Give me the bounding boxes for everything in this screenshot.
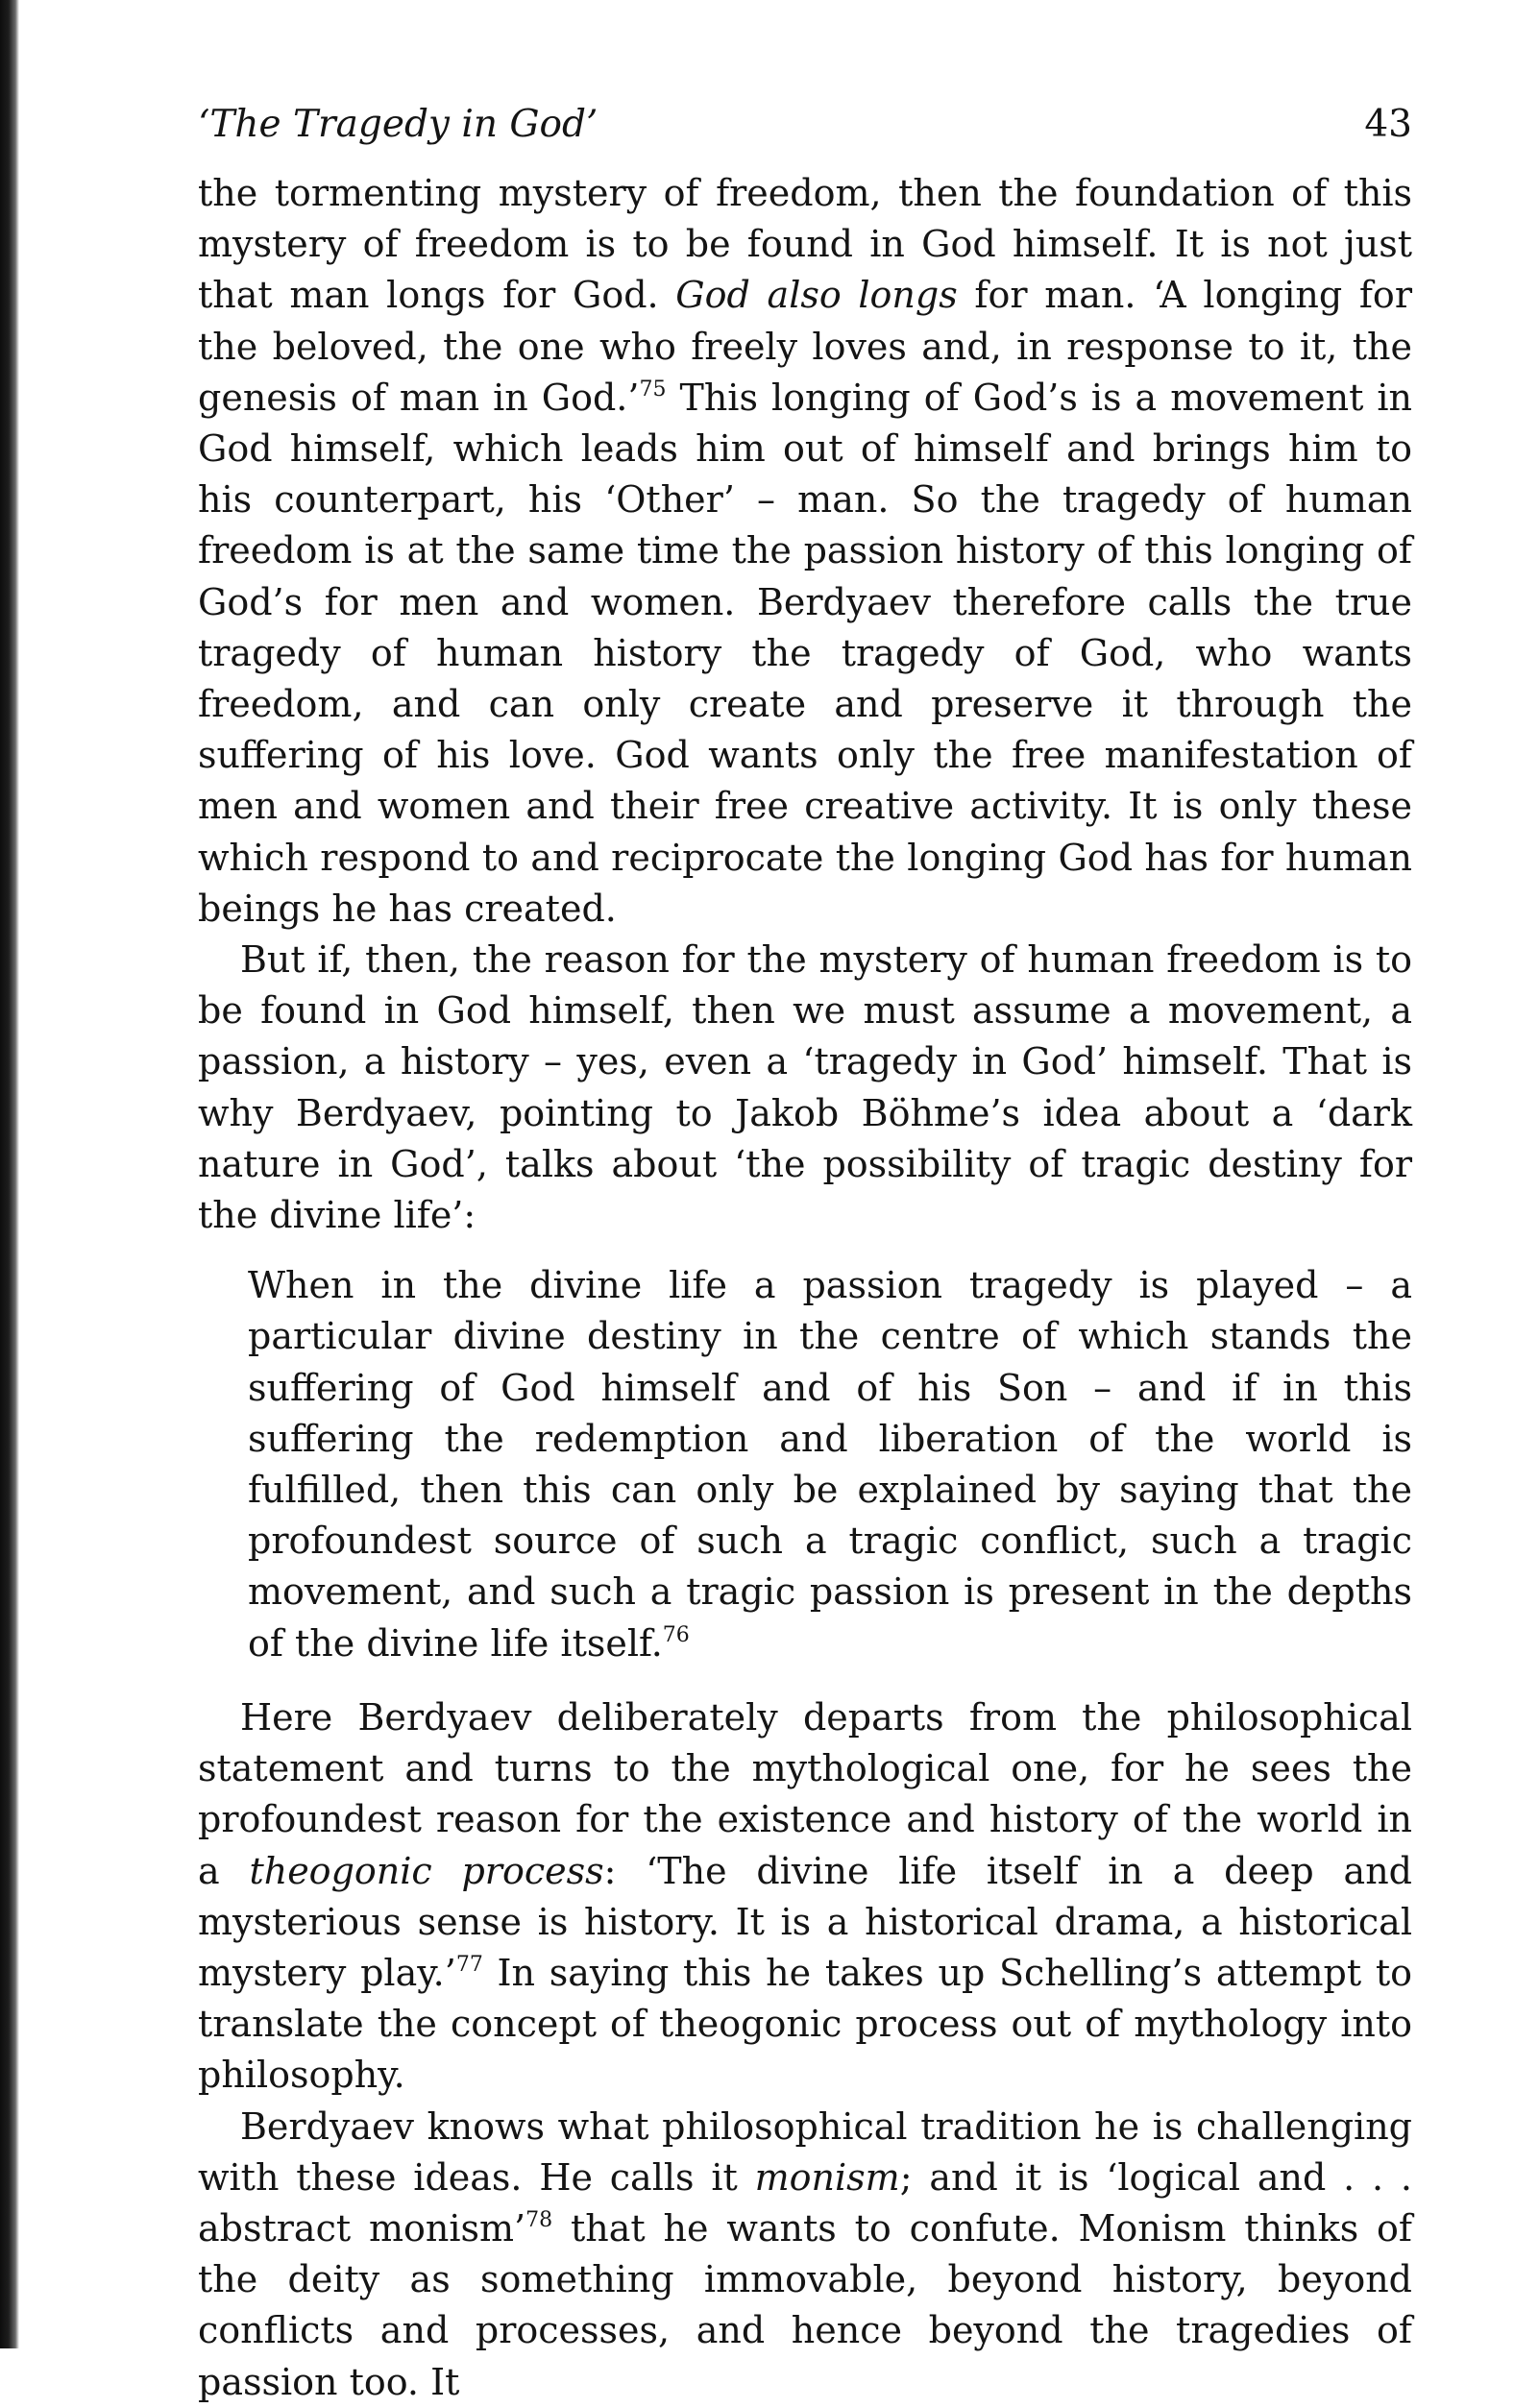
paragraph-1-text-c: for man. ‘A longing for the beloved, the one who freely loves and, in response to it, the genesis of man in God.’ [198, 274, 1412, 419]
running-header [198, 96, 1412, 154]
footnote-ref-75: 75 [639, 377, 667, 401]
page-number: 43 [1364, 103, 1412, 146]
paragraph-3 [198, 1692, 1412, 2102]
paragraph-4-text-c: ; and it is ‘logical and . . . abstract monism’ [198, 2155, 1412, 2250]
paragraph-3-text-c: : ‘The divine life itself in a deep and mysterious sense is history. It is a historical drama, a historical mystery play.’ [198, 1849, 1412, 1994]
paragraph-4 [198, 2102, 1412, 2408]
block-quote-text: When in the divine life a passion tragedy is played – a particular divine destiny in the centre of which stands the suffering of God himself and of his Son – and if in this suffering the redemption and liberation of the world is fulfilled, then this can only be explained by saying that the profoundest source of such a tragic conflict, such a tragic movement, and such a tragic passion is present in the depths of the divine life itself. [248, 1264, 1412, 1665]
paragraph-1-text-d: This longing of God’s is a movement in God himself, which leads him out of himself and brings him to his counterpart, his ‘Other’ – man. So the tragedy of human freedom is at the same time the passion history of this longing of God’s for men and women. Berdyaev therefore calls the true tragedy of human history the tragedy of God, who wants freedom, and can only create and preserve it through the suffering of his love. God wants only the free manifestation of men and women and their free creative activity. It is only these which respond to and reciprocate the longing God has for human beings he has created. [198, 376, 1412, 930]
paragraph-4-text-d: that he wants to confute. Monism thinks of the deity as something immovable, beyond history, beyond conflicts and processes, and hence beyond the tragedies of passion too. It [198, 2206, 1413, 2403]
paragraph-4-emphasis: monism [754, 2155, 900, 2199]
footnote-ref-78: 78 [525, 2207, 553, 2232]
page-binding-edge [0, 0, 19, 2348]
running-title: ‘The Tragedy in God’ [198, 103, 598, 146]
paragraph-1 [198, 168, 1412, 935]
paragraph-2 [198, 935, 1412, 1241]
paragraph-3-emphasis: theogonic process [249, 1849, 604, 1892]
paragraph-3-text-a: Here Berdyaev deliberately departs from the philosophical statement and turns to the mythological one, for he sees the profoundest reason for the existence and history of the world in a [198, 1695, 1412, 1892]
block-quote [248, 1260, 1412, 1669]
body-text [198, 168, 1412, 2408]
paragraph-1-text-a: the tormenting mystery of freedom, then the foundation of this mystery of freedom is to be found in God himself. It is not just that man longs for God. [198, 172, 1412, 317]
paragraph-2-text: But if, then, the reason for the mystery of human freedom is to be found in God himself, then we must assume a movement, a passion, a history – yes, even a ‘tragedy in God’ himself. That is why Berdyaev, pointing to Jakob Böhme’s idea about a ‘dark nature in God’, talks about ‘the possibility of tragic destiny for the divine life’: [198, 938, 1412, 1237]
paragraph-1-emphasis: God also longs [675, 274, 958, 317]
paragraph-4-text-a: Berdyaev knows what philosophical tradition he is challenging with these ideas. He calls it [198, 2104, 1412, 2199]
paragraph-3-text-d: In saying this he takes up Schelling’s attempt to translate the concept of theogonic process out of mythology into philosophy. [198, 1951, 1413, 2097]
footnote-ref-76: 76 [662, 1622, 690, 1647]
footnote-ref-77: 77 [455, 1952, 483, 1977]
